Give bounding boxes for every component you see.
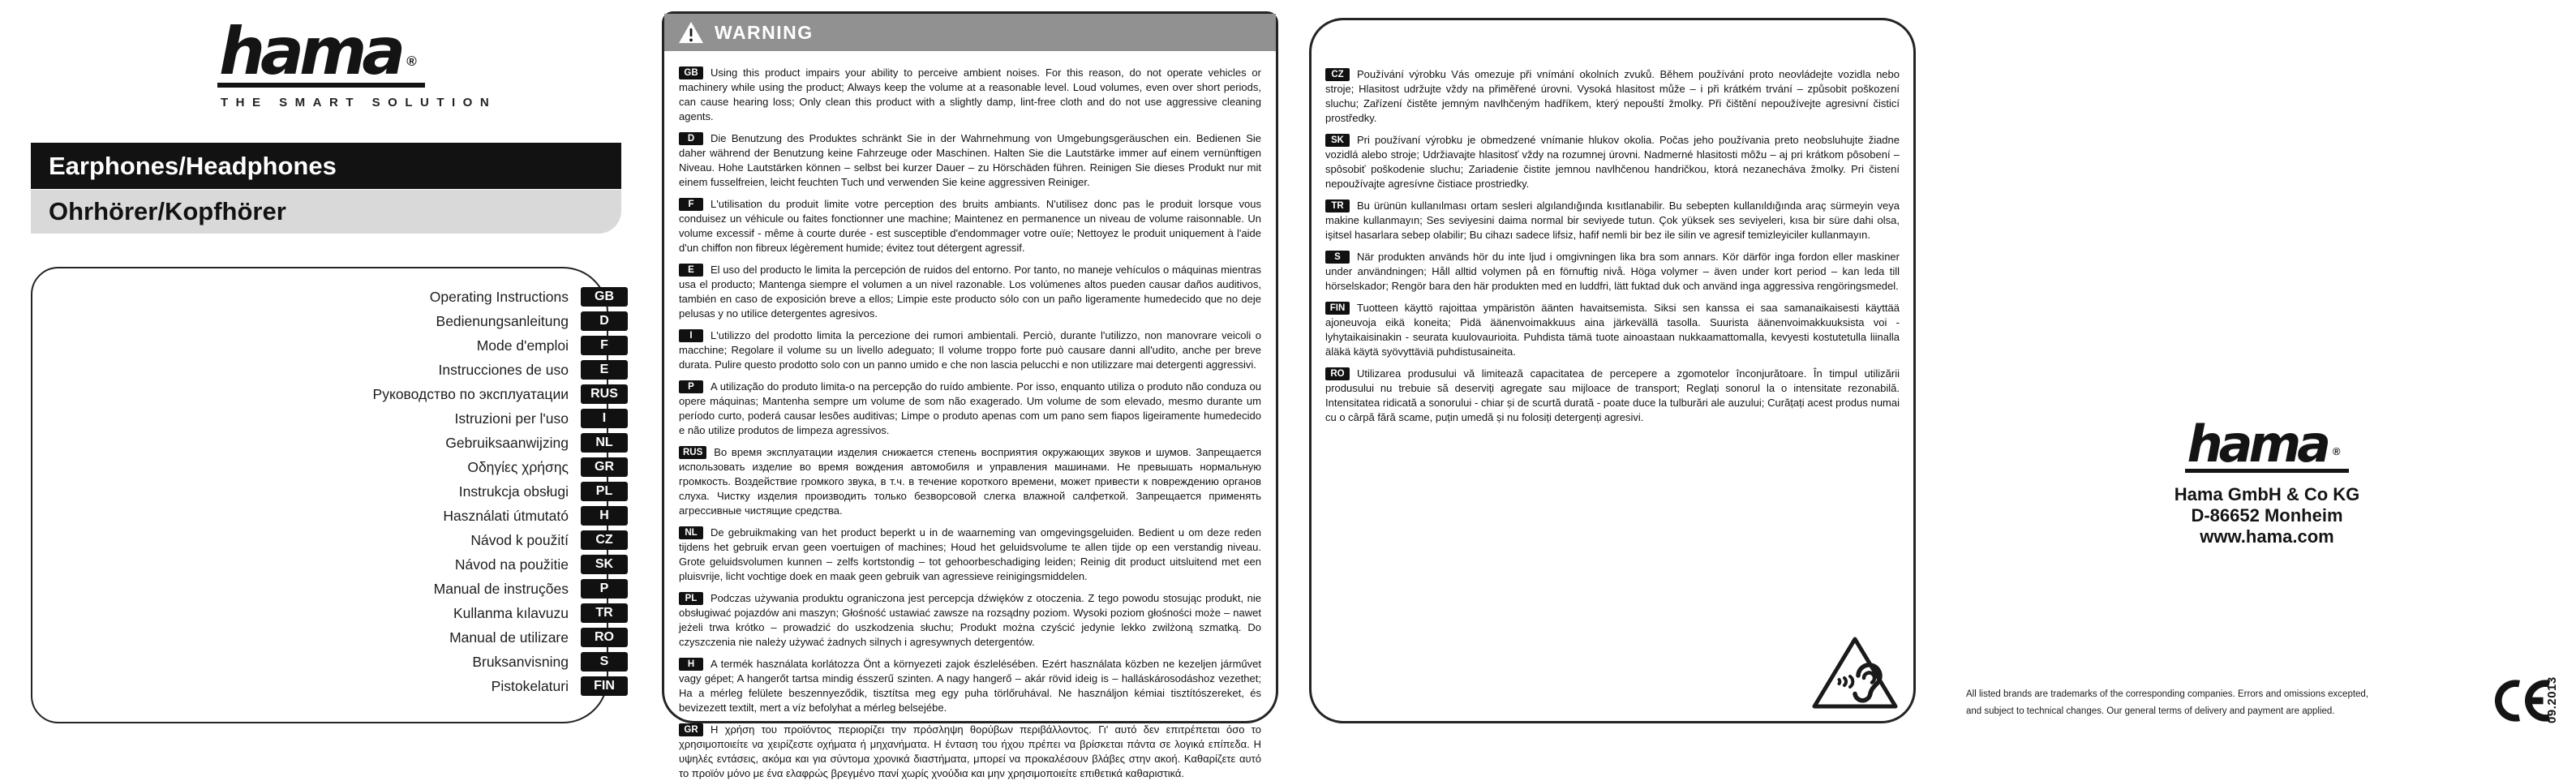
language-code-badge: GB (679, 67, 703, 79)
warning-panel-2 (1309, 18, 1916, 723)
language-label: Bruksanvisning (472, 653, 569, 670)
language-label: Mode d'emploi (476, 337, 569, 354)
warning-text: A utilização do produto limita-o na percepção do ruído ambiente. Por isso, enquanto utiliza o produto não conduza ou opere máquinas; Mantenha sempre um volume de som não exagerado. Um volume de som elevado, mesmo durante um período curto, poderá causar lesões auditivas; Limpe o produto apenas com um pano sem fiapos ligeiramente humedecido e não utilize produtos de limpeza agressivos. (679, 380, 1261, 436)
language-code-badge: RUS (581, 384, 628, 404)
language-index-row (31, 333, 628, 358)
language-label: Руководство по эксплуатации (372, 385, 569, 402)
brand-tagline: THE SMART SOLUTION (221, 96, 497, 109)
language-code-badge: CZ (1325, 68, 1350, 81)
warning-paragraph (679, 526, 1261, 584)
hama-logo-text: hama (219, 14, 401, 89)
language-code-badge: S (1325, 251, 1350, 264)
warning-text: El uso del producto le limita la percepción de ruidos del entorno. Por tanto, no maneje vehículos o máquinas mientras usa el producto; Mantenga siempre el volumen a un nivel razonable. Los volúmenes altos pueden causar daños auditivos, también en caso de exposición breve a ellos; Limpie este producto sólo con un paño ligeramente humedecido que no deje pelusas y no utilice detergentes agresivos. (679, 264, 1261, 320)
warning-paragraph (1325, 250, 1900, 294)
language-code-badge: S (581, 652, 628, 672)
warning-paragraph (679, 445, 1261, 518)
language-code-badge: FIN (581, 676, 628, 696)
warning-text: Podczas używania produktu ograniczona jest percepcja dźwięków z otoczenia. Z tego powodu stosując produkt, nie obsługiwać pojazdów ani maszyn; Głośność ustawiać zawsze na rozsądny poziom. Wysoki poziom głośności może – nawet jeżeli trwa krótko – prowadzić do uszkodzenia słuchu; Produkt można czyścić jedynie lekko zwilżoną szmatką. Do czyszczenia nie należy używać żadnych silnych i agresywnych detergentów. (679, 592, 1261, 648)
warning-paragraph (1325, 67, 1900, 126)
warning-text: L'utilizzo del prodotto limita la percezione dei rumori ambientali. Perciò, durante l'utilizzo, non manovrare veicoli o macchine; Regolare il volume su un livello adeguato; Il volume troppo forte può causare danni all'udito, anche per breve durata. Pulire questo prodotto solo con un panno umido e che non lascia pelucchi e non utilizzare mai detergenti aggressivi. (679, 329, 1261, 371)
warning-paragraph (679, 197, 1261, 255)
warning-text: Die Benutzung des Produktes schränkt Sie in der Wahrnehmung von Umgebungsgeräuschen ein. Bedienen Sie daher während der Benutzung keine Fahrzeuge oder Maschinen. Halten Sie die Lautstärke immer auf einem vernünftigen Niveau. Hohe Lautstärken können – selbst bei kurzer Dauer – zu Hörschäden führen. Reinigen Sie dieses Produkt nur mit einem fusselfreien, leicht feuchten Tuch und verwenden Sie keine aggressiven Reiniger. (679, 132, 1261, 188)
warning-paragraph (679, 263, 1261, 321)
language-index-row (31, 601, 628, 625)
hama-logo (217, 14, 425, 89)
language-code-badge: PL (679, 592, 703, 605)
language-index-row (31, 382, 628, 406)
language-code-badge: P (581, 579, 628, 599)
warning-paragraph (679, 591, 1261, 650)
language-index-row (31, 552, 628, 577)
warning-paragraph (1325, 367, 1900, 425)
hama-logo-text: hama (2187, 414, 2327, 474)
warning-content-1 (664, 51, 1276, 781)
language-label: Instrukcja obsługi (458, 483, 569, 500)
company-address: D-86652 Monheim (2191, 504, 2343, 526)
language-code-badge: D (581, 311, 628, 331)
warning-text: A termék használata korlátozza Önt a környezeti zajok észlelésében. Ezért használata közben ne kezeljen járművet vagy gépet; A hangerőt tartsa mindig ésszerű szinten. A nagy hangerő – akár rövid ideig is – halláskárosodáshoz vezethet; Ha a mérleg felülete beszennyeződik, tisztítsa meg egy puha törlőruhával. Ne használjon kémiai tisztítószereket, és bevizezett textilt, mert a víz befolyhat a mérleg belsejébe. (679, 658, 1261, 714)
warning-paragraph (1325, 199, 1900, 242)
legal-notice (1966, 686, 2368, 720)
language-label: Návod k použití (470, 531, 569, 548)
language-code-badge: TR (581, 603, 628, 623)
warning-paragraph (1325, 133, 1900, 191)
language-code-badge: NL (581, 433, 628, 453)
warning-paragraph (679, 657, 1261, 715)
language-code-badge: GB (581, 287, 628, 307)
company-website: www.hama.com (2200, 526, 2334, 547)
language-code-badge: SK (1325, 134, 1350, 147)
product-title-de: Ohrhörer/Kopfhörer (31, 190, 621, 234)
legal-line-2: and subject to technical changes. Our general terms of delivery and payment are applied. (1966, 706, 2335, 716)
product-title-en: Earphones/Headphones (31, 143, 621, 189)
language-index-row (31, 674, 628, 698)
language-index-row (31, 528, 628, 552)
language-code-badge: RO (581, 628, 628, 647)
warning-paragraph (679, 380, 1261, 438)
language-index-row (31, 309, 628, 333)
language-code-badge: I (679, 329, 703, 342)
language-label: Gebruiksaanwijzing (445, 434, 569, 451)
legal-line-1: All listed brands are trademarks of the corresponding companies. Errors and omissions excepted, (1966, 689, 2369, 699)
language-label: Pistokelaturi (491, 677, 569, 694)
language-code-badge: F (581, 336, 628, 355)
language-index-row (31, 406, 628, 431)
language-code-badge: D (679, 132, 703, 145)
brand-block (217, 14, 425, 89)
print-date-code: 09.2013 (2545, 676, 2559, 723)
language-code-badge: GR (581, 457, 628, 477)
warning-paragraph (679, 66, 1261, 124)
warning-text: Bu ürünün kullanılması ortam sesleri algılandığında kısıtlanabilir. Bu sebepten kullanıldığında araç sürmeyin veya makine kullanmayın; Ses seviyesini daima normal bir seviyede tutun. Çok yüksek ses seviyeleri, kısa bir süre dahi olsa, işitsel hasarlara sebep olabilir; Bu cihazı sadece lifsiz, hafif nemli bir bez ile silin ve agresif temizleyiciler kullanmayın. (1325, 200, 1900, 241)
language-code-badge: I (581, 409, 628, 428)
language-label: Operating Instructions (429, 288, 569, 305)
language-code-badge: H (679, 658, 703, 671)
hama-logo-imprint (2185, 414, 2348, 474)
language-code-badge: E (679, 264, 703, 277)
language-code-badge: RO (1325, 367, 1350, 380)
language-index-row (31, 650, 628, 674)
language-code-badge: GR (679, 723, 703, 736)
warning-text: Pri používaní výrobku je obmedzené vnímanie hlukov okolia. Počas jeho používania preto neobsluhujte žiadne vozidlá alebo stroje; Udržiavajte hlasitosť vždy na rozumnej úrovni. Nadmerné hlasitosti môžu – aj pri krátkom pôsobení – spôsobiť poškodenie sluchu; Zariadenie čistite jemnou navlhčenou handričkou, ktorá nezanecháva žmolky. Pri čistení nepoužívajte agresívne čistiace prostriedky. (1325, 134, 1900, 190)
language-label: Manual de instruções (433, 580, 569, 597)
language-index-row (31, 358, 628, 382)
hearing-damage-warning-icon (1810, 633, 1900, 711)
warning-paragraph (1325, 301, 1900, 359)
language-index-row (31, 455, 628, 479)
language-code-badge: H (581, 506, 628, 526)
warning-content-2 (1312, 20, 1913, 425)
language-index-row (31, 504, 628, 528)
ce-mark (2490, 677, 2552, 724)
warning-text: De gebruikmaking van het product beperkt u in de waarneming van omgevingsgeluiden. Bedient u om deze reden tijdens het gebruik ervan geen voertuigen of machines; Houd het geluidsvolume te allen tijde op een verstandig niveau. Grote geluidsvolumen kunnen – zelfs kortstondig – tot gehoorbeschadiging leiden; Reinig dit product uitsluitend met een pluisvrije, licht vochtige doek en maak geen gebruik van agressieve reinigingsmiddelen. (679, 526, 1261, 582)
language-label: Návod na použitie (454, 556, 569, 573)
warning-header-bar (664, 14, 1276, 51)
language-label: Instrucciones de uso (438, 361, 569, 378)
warning-text: Using this product impairs your ability to perceive ambient noises. For this reason, do not operate vehicles or machinery while using the product; Always keep the volume at a reasonable level. Loud volumes, even over short periods, can cause hearing loss; Only clean this product with a slightly damp, lint-free cloth and do not use aggressive cleaning agents. (679, 67, 1261, 122)
warning-title: WARNING (715, 21, 814, 43)
warning-paragraph (679, 723, 1261, 781)
language-label: Bedienungsanleitung (436, 312, 569, 329)
language-label: Οδηγίες χρήσης (467, 458, 569, 475)
warning-text: Utilizarea produsului vă limitează capacitatea de percepere a zgomotelor înconjurătoare. În timpul utilizării produsului nu trebuie să deserviți agregate sau mijloace de transport; Reglați sonorul la o intensitate rezonabilă. Intensitatea ridicată a sonorului - chiar și de scurtă durată - poate duce la tulburări ale auzului; Curățați acest produs numai cu o cârpă fără scame, puțin umedă și nu folosiți detergenți agresivi. (1325, 367, 1900, 423)
language-index-row (31, 431, 628, 455)
warning-text: Používání výrobku Vás omezuje při vnímání okolních zvuků. Během používání proto neovládejte vozidla nebo stroje; Hlasitost udržujte vždy na přiměřené úrovni. Vysoká hlasitost může – i při krátkém trvání – způsobit poškození sluchu; Zařízení čistěte jemným navlhčeným hadříkem, který nepouští žmolky. Při čištění nepoužívejte agresivní čisticí prostředky. (1325, 68, 1900, 124)
language-label: Kullanma kılavuzu (453, 604, 569, 621)
warning-panel-1 (662, 11, 1278, 779)
language-index-row (31, 479, 628, 504)
language-code-badge: F (679, 198, 703, 211)
warning-text: Во время эксплуатации изделия снижается степень восприятия окружающих звуков и шумов. Запрещается использовать изделие во время вождения автомобиля и управления машинами. Не превышать нормальную громкость. Воздействие громкого звука, в т.ч. в течение короткого времени, может привести к повреждению органов слуха. Чистку изделия производить только безворсовой слегка влажной салфеткой. Запрещается применять агрессивные чистящие средства. (679, 446, 1261, 517)
language-label: Használati útmutató (443, 507, 569, 524)
warning-paragraph (679, 328, 1261, 372)
language-code-badge: SK (581, 555, 628, 574)
language-index-row (31, 285, 628, 309)
language-code-badge: PL (581, 482, 628, 501)
language-code-badge: P (679, 380, 703, 393)
language-code-badge: NL (679, 526, 703, 539)
registered-trademark-symbol: ® (2332, 445, 2341, 457)
language-label: Istruzioni per l'uso (454, 410, 569, 427)
language-index-list (31, 285, 628, 698)
warning-text: L'utilisation du produit limite votre perception des bruits ambiants. N'utilisez donc pas le produit lorsque vous conduisez un véhicule ou faites fonctionner une machine; Maintenez en permanence un niveau de volume raisonnable. Un volume excessif - même à courte durée - est susceptible d'endommager votre ouïe; Nettoyez le produit uniquement à l'aide d'un chiffon non fibreux légèrement humide; évitez tout détergent agressif. (679, 198, 1261, 254)
warning-text: Η χρήση του προϊόντος περιορίζει την πρόσληψη θορύβων περιβάλλοντος. Γι' αυτό δεν επιτρέπεται όσο το χρησιμοποιείτε να χειρίζεστε οχήματα ή μηχανήματα. Η ένταση του ήχου πρέπει να βρίσκεται πάντα σε λογικά επίπεδα. Η υψηλές εντάσεις, ακόμα και για σύντομα χρονικά διαστήματα, μπορεί να προκαλέσουν βλάβες στην ακοή. Καθαρίζετε αυτό το προϊόν μόνο με ένα ελαφρώς βρεγμένο πανί χωρίς χνούδια και μην χρησιμοποιείτε επιθετικά καθαριστικά. (679, 723, 1261, 779)
warning-text: När produkten används hör du inte ljud i omgivningen lika bra som annars. Kör därför inga fordon eller maskiner under användningen; Håll alltid volymen på en förnuftig nivå. Höga volymer – även under kort period – kan leda till hörselskador; Rengör bara den här produkten med en luddfri, lätt fuktad duk och använd inga aggressiva rengöringsmedel. (1325, 251, 1900, 292)
language-index-row (31, 625, 628, 650)
language-code-badge: RUS (679, 446, 706, 459)
language-code-badge: CZ (581, 530, 628, 550)
warning-text: Tuotteen käyttö rajoittaa ympäristön äänten havaitsemista. Siksi sen kanssa ei saa samanaikaisesti käyttää ajoneuvoja eikä koneita; Pidä äänenvoimakkuus aina järkevällä tasolla. Suurista äänenvoimakkuuksista voi - lyhytaikaisinakin - seurata kuulovaurioita. Puhdista tämä tuote ainoastaan nukkaamattomalla, kevyesti kostutetulla liinalla äläkä käytä syövyttäviä puhdistusaineita. (1325, 302, 1900, 358)
language-label: Manual de utilizare (449, 629, 569, 646)
language-index-row (31, 577, 628, 601)
registered-trademark-symbol: ® (406, 54, 417, 69)
imprint-block (2109, 414, 2425, 547)
language-code-badge: E (581, 360, 628, 380)
language-code-badge: TR (1325, 200, 1350, 212)
language-code-badge: FIN (1325, 302, 1350, 315)
warning-triangle-icon (677, 20, 705, 45)
company-name: Hama GmbH & Co KG (2174, 483, 2360, 504)
warning-paragraph (679, 131, 1261, 190)
